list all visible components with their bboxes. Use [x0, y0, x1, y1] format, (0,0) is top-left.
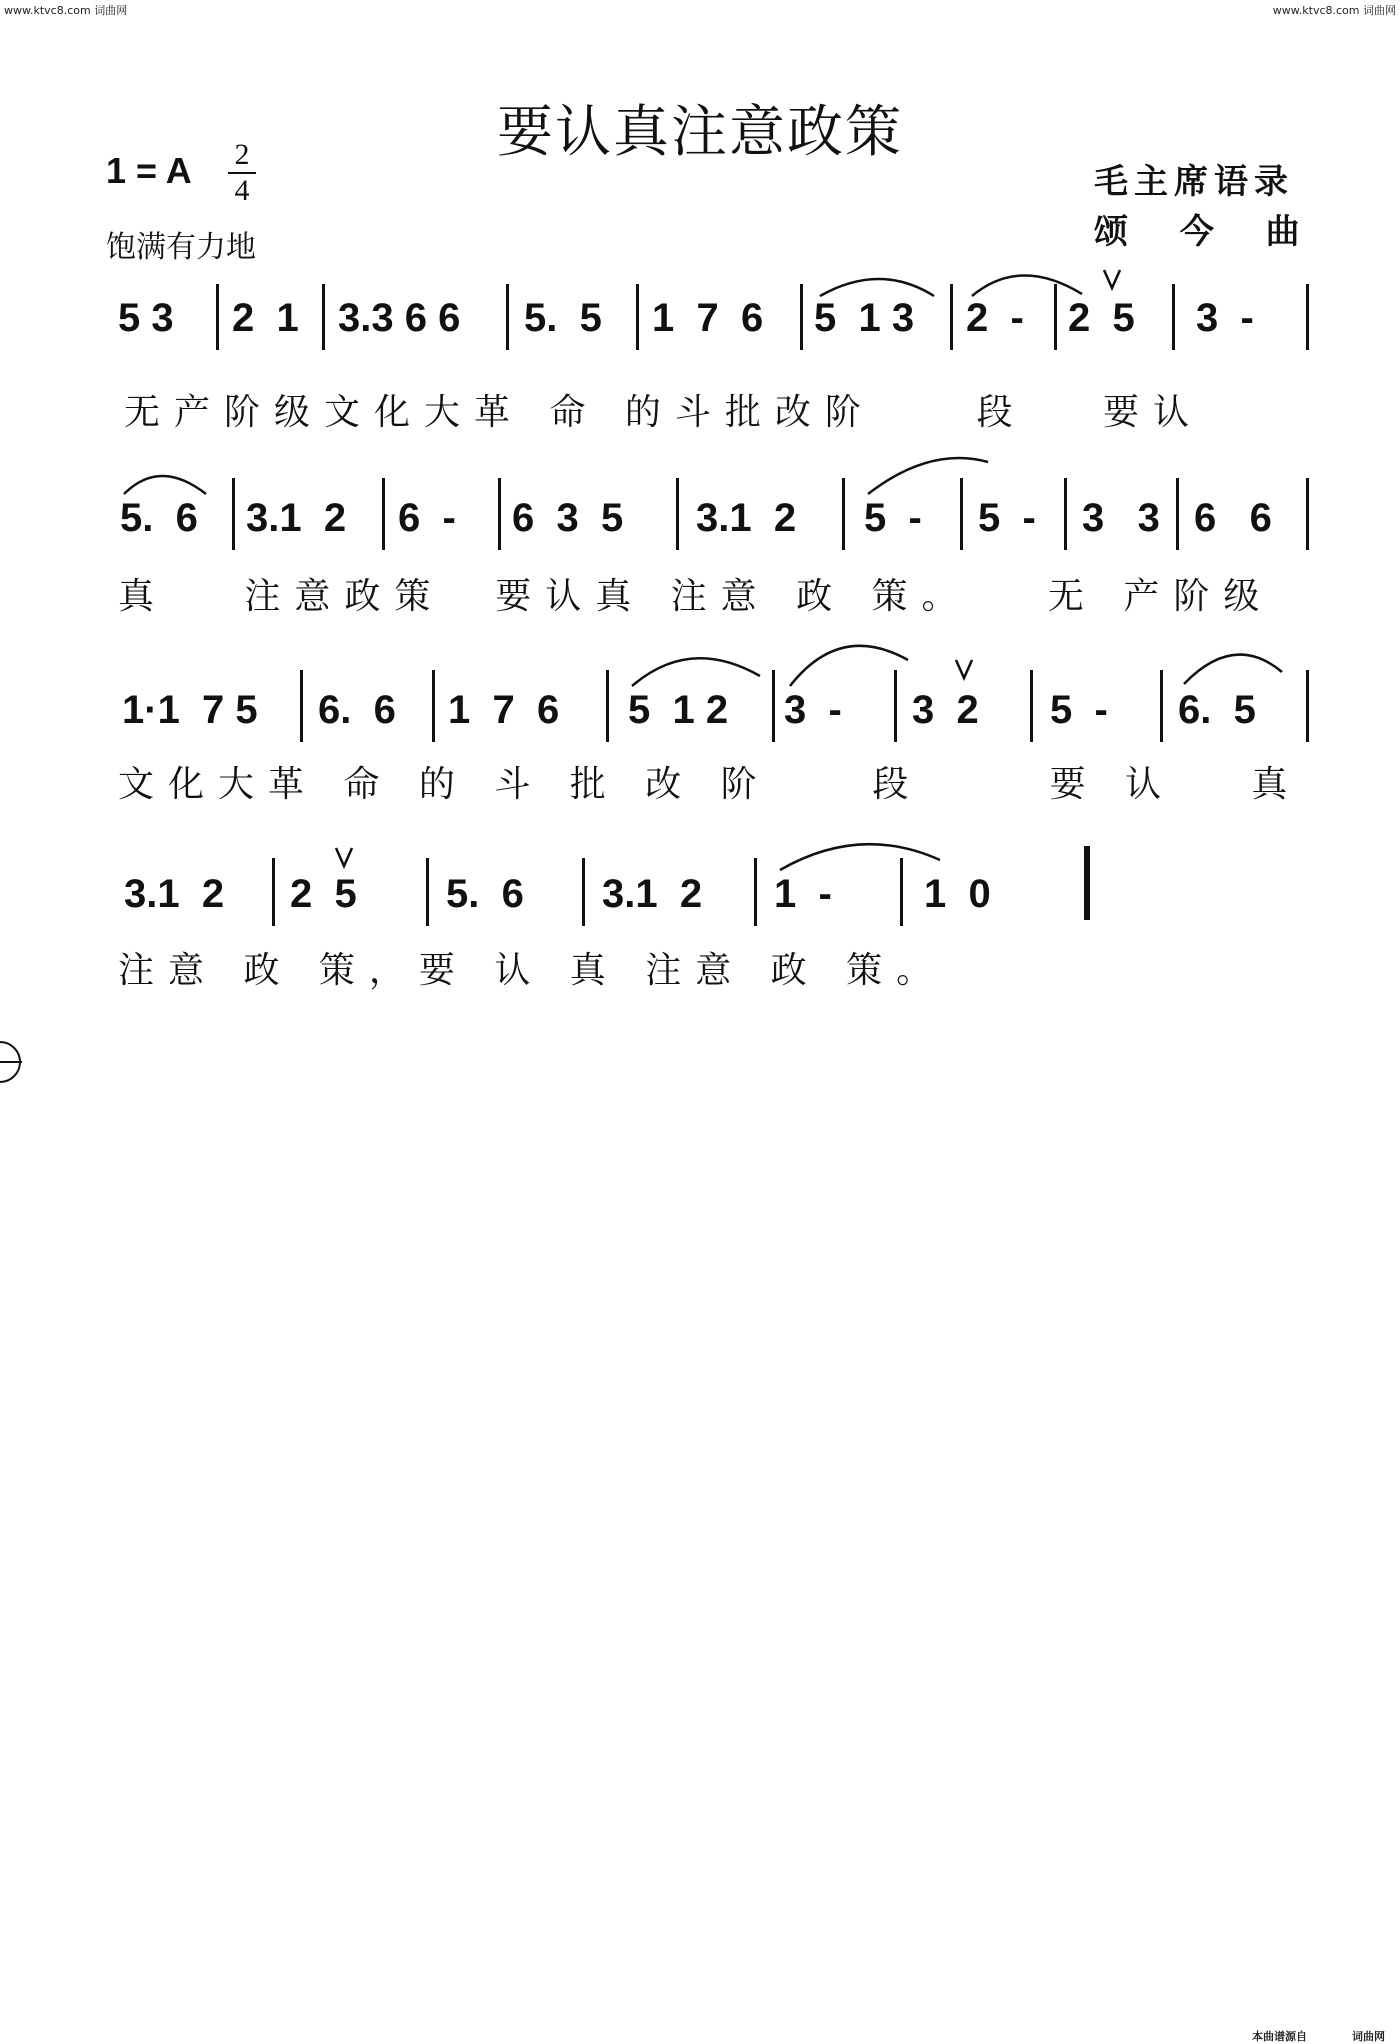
time-signature-bottom: 4 [234, 174, 250, 207]
measure-2-4: 6 3 5 [512, 496, 624, 540]
measure-2-5: 3.1 2 [696, 496, 797, 540]
page-title: 要认真注意政策 [497, 100, 903, 165]
measure-3-3: 1 7 6 [448, 688, 560, 732]
measure-2-7: 5 - [978, 496, 1036, 540]
breath-mark [336, 848, 352, 866]
time-signature-top: 2 [234, 138, 250, 171]
measure-4-2: 2 5 [290, 872, 357, 916]
measure-3-1: 1·1 7 5 [122, 688, 258, 732]
measure-1-7: 2 - [966, 296, 1024, 340]
measure-1-8: 2 5 [1068, 296, 1135, 340]
measure-4-3: 5. 6 [446, 872, 524, 916]
measure-3-7: 5 - [1050, 688, 1108, 732]
measure-4-5: 1 - [774, 872, 832, 916]
measure-1-4: 5. 5 [524, 296, 602, 340]
measure-2-9: 6 6 [1194, 496, 1272, 540]
lyrics-line-3: 文化大革 命 的 斗 批 改 阶 段 要 认 真 [118, 764, 1302, 805]
measure-4-1: 3.1 2 [124, 872, 225, 916]
measure-2-3: 6 - [398, 496, 456, 540]
lyricist-credit: 毛主席语录 [1094, 162, 1294, 202]
measure-1-9: 3 - [1196, 296, 1254, 340]
lyrics-line-1: 无产阶级文化大革 命 的斗批改阶 段 要认 [124, 392, 1203, 433]
slur [780, 844, 940, 870]
watermark-top-right: www.ktvc8.com 词曲网 [1272, 4, 1396, 17]
measure-1-3: 3.3 6 6 [338, 296, 461, 340]
binding-mark [0, 1034, 22, 1094]
measure-1-5: 1 7 6 [652, 296, 764, 340]
measure-1-6: 5 1 3 [814, 296, 915, 340]
measure-3-2: 6. 6 [318, 688, 396, 732]
measure-2-6: 5 - [864, 496, 922, 540]
measure-2-1: 5. 6 [120, 496, 198, 540]
measure-3-6: 3 2 [912, 688, 979, 732]
composer-credit: 颂 今 曲 [1094, 212, 1320, 252]
lyrics-line-4: 注意 政 策，要 认 真 注意 政 策。 [118, 950, 947, 991]
watermark-bottom-right: 词曲网 [1352, 2030, 1385, 2043]
measure-1-1: 5 3 [118, 296, 174, 340]
measure-3-5: 3 - [784, 688, 842, 732]
key-signature: 1 = A [106, 150, 192, 191]
measure-3-4: 5 1 2 [628, 688, 729, 732]
measure-1-2: 2 1 [232, 296, 299, 340]
measure-4-6: 1 0 [924, 872, 991, 916]
measure-3-8: 6. 5 [1178, 688, 1256, 732]
tempo-marking: 饱满有力地 [106, 230, 256, 265]
measure-2-8: 3 3 [1082, 496, 1160, 540]
measure-4-4: 3.1 2 [602, 872, 703, 916]
lyrics-line-2: 真 注意政策 要认真 注意 政 策。 无 产阶级 [118, 576, 1274, 617]
watermark-bottom-left: 本曲谱源自 [1252, 2030, 1307, 2043]
measure-2-2: 3.1 2 [246, 496, 347, 540]
watermark-top-left: www.ktvc8.com 词曲网 [4, 4, 128, 17]
